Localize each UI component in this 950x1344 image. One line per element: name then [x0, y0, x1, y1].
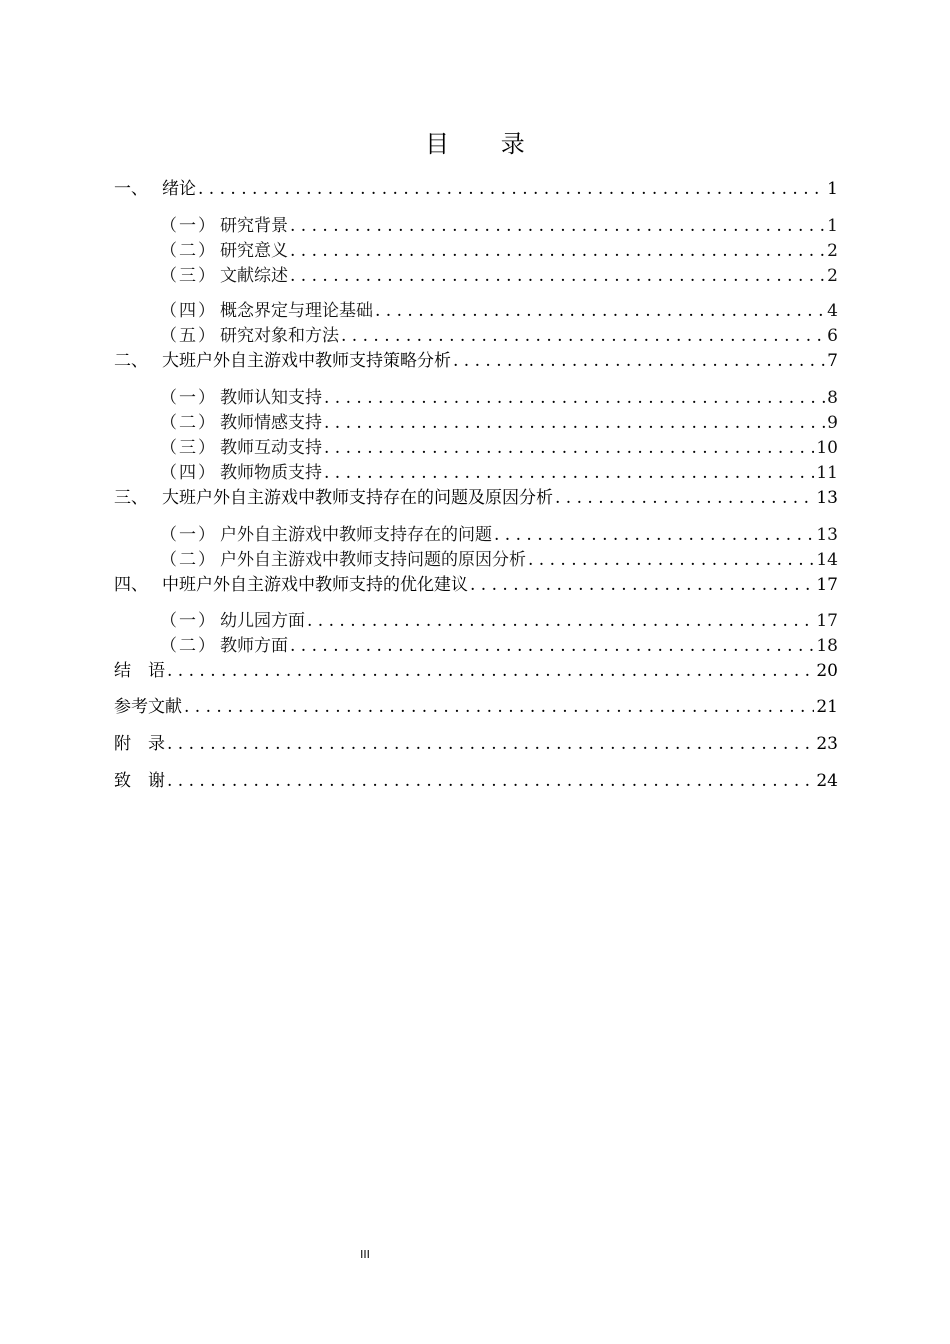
dot-leader	[470, 573, 814, 597]
toc-entry-page: 9	[827, 413, 838, 433]
dot-leader	[290, 264, 825, 288]
toc-entry[interactable]	[114, 659, 838, 683]
dot-leader	[341, 324, 825, 348]
dot-leader	[324, 461, 814, 485]
toc-entry-title: 概念界定与理论基础	[220, 301, 373, 321]
dot-leader	[494, 523, 814, 547]
dot-leader	[324, 411, 825, 435]
toc-entry-page: 2	[827, 266, 838, 286]
toc-entry-title: 研究背景	[220, 216, 288, 236]
toc-entry-number: 三、	[114, 488, 148, 508]
toc-entry-number: （二）	[160, 550, 217, 570]
dot-leader	[290, 214, 825, 238]
toc-entry[interactable]	[114, 177, 838, 201]
toc-entry-page: 8	[827, 388, 838, 408]
toc-entry[interactable]	[114, 461, 838, 485]
toc-entry-number: （三）	[160, 438, 217, 458]
toc-entry-page: 6	[827, 326, 838, 346]
toc-entry[interactable]	[114, 264, 838, 288]
toc-entry-number: （五）	[160, 326, 217, 346]
toc-entry[interactable]	[114, 214, 838, 238]
toc-entry-number: （三）	[160, 266, 217, 286]
dot-leader	[167, 769, 814, 793]
toc-entry[interactable]	[114, 299, 838, 323]
toc-entry-number: 四、	[114, 575, 148, 595]
toc-entry[interactable]	[114, 239, 838, 263]
toc-entry-page: 23	[816, 734, 838, 754]
dot-leader	[453, 349, 825, 373]
toc-entry-number: （一）	[160, 525, 217, 545]
toc-entry-number: 一、	[114, 179, 148, 199]
toc-entry-number: （四）	[160, 463, 217, 483]
toc-entry-number: （二）	[160, 413, 217, 433]
toc-entry-title: 教师物质支持	[220, 463, 322, 483]
toc-entry-title: 文献综述	[220, 266, 288, 286]
toc-entry-page: 10	[816, 438, 838, 458]
toc-entry-page: 13	[816, 488, 838, 508]
toc-entry-title: 大班户外自主游戏中教师支持存在的问题及原因分析	[162, 488, 553, 508]
toc-entry-title: 教师情感支持	[220, 413, 322, 433]
toc-entry-title: 致 谢	[114, 771, 165, 791]
toc-entry-page: 1	[827, 179, 838, 199]
toc-entry-title: 结 语	[114, 661, 165, 681]
toc-entry-page: 13	[816, 525, 838, 545]
toc-entry-title: 参考文献	[114, 697, 182, 717]
toc-entry-number: （二）	[160, 241, 217, 261]
toc-entry[interactable]	[114, 349, 838, 373]
toc-entry[interactable]	[114, 523, 838, 547]
toc-entry-title: 户外自主游戏中教师支持存在的问题	[220, 525, 492, 545]
toc-entry-page: 17	[816, 611, 838, 631]
toc-entry-title: 研究意义	[220, 241, 288, 261]
toc-entry-page: 4	[827, 301, 838, 321]
toc-entry[interactable]	[114, 324, 838, 348]
dot-leader	[198, 177, 825, 201]
toc-entry-page: 21	[816, 697, 838, 717]
toc-entry-page: 7	[827, 351, 838, 371]
dot-leader	[290, 239, 825, 263]
toc-entry-title: 教师方面	[220, 636, 288, 656]
dot-leader	[375, 299, 825, 323]
toc-entry-title: 教师互动支持	[220, 438, 322, 458]
toc-entry[interactable]	[114, 732, 838, 756]
toc-entry-title: 户外自主游戏中教师支持问题的原因分析	[220, 550, 526, 570]
toc-entry[interactable]	[114, 634, 838, 658]
toc-entry-title: 教师认知支持	[220, 388, 322, 408]
dot-leader	[167, 732, 814, 756]
toc-entry[interactable]	[114, 695, 838, 719]
toc-entry[interactable]	[114, 573, 838, 597]
dot-leader	[555, 486, 814, 510]
toc-entry-page: 18	[816, 636, 838, 656]
toc-entry[interactable]	[114, 486, 838, 510]
toc-entry-page: 2	[827, 241, 838, 261]
toc-entry-title: 绪论	[162, 179, 196, 199]
toc-entry[interactable]	[114, 548, 838, 572]
toc-entry[interactable]	[114, 386, 838, 410]
toc-entry-title: 附 录	[114, 734, 165, 754]
toc-entry-number: （一）	[160, 611, 217, 631]
toc-entry-number: （二）	[160, 636, 217, 656]
dot-leader	[324, 436, 814, 460]
toc-entry-page: 17	[816, 575, 838, 595]
toc-entry[interactable]	[114, 436, 838, 460]
page-number-footer: III	[360, 1248, 370, 1261]
toc-entry-page: 14	[816, 550, 838, 570]
toc-entry-page: 11	[816, 463, 838, 483]
toc-entry-title: 研究对象和方法	[220, 326, 339, 346]
toc-entry-number: （一）	[160, 216, 217, 236]
toc-entry-title: 大班户外自主游戏中教师支持策略分析	[162, 351, 451, 371]
toc-entry[interactable]	[114, 769, 838, 793]
dot-leader	[528, 548, 814, 572]
toc-entry-page: 1	[827, 216, 838, 236]
toc-entry-number: 二、	[114, 351, 148, 371]
dot-leader	[307, 609, 814, 633]
toc-entry-page: 20	[816, 661, 838, 681]
toc-entry[interactable]	[114, 411, 838, 435]
toc-entry-title: 幼儿园方面	[220, 611, 305, 631]
toc-entry[interactable]	[114, 609, 838, 633]
toc-entry-page: 24	[816, 771, 838, 791]
dot-leader	[324, 386, 825, 410]
toc-entry-number: （一）	[160, 388, 217, 408]
toc-entry-number: （四）	[160, 301, 217, 321]
dot-leader	[290, 634, 814, 658]
toc-title: 目 录	[425, 130, 547, 158]
dot-leader	[167, 659, 814, 683]
dot-leader	[184, 695, 814, 719]
toc-entry-title: 中班户外自主游戏中教师支持的优化建议	[162, 575, 468, 595]
